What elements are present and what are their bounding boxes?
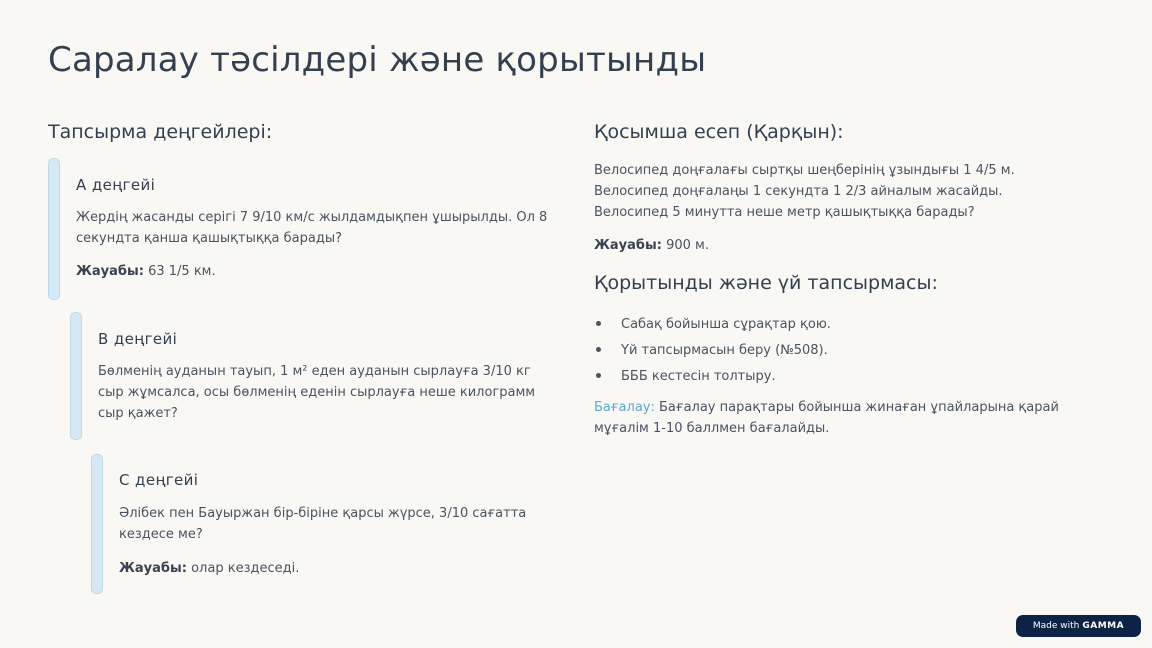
extra-task-heading: Қосымша есеп (Қарқын):	[594, 121, 844, 143]
extra-task-line: Велосипед 5 минутта неше метр қашықтыққа барады?	[594, 205, 975, 220]
level-c-accent-bar	[91, 454, 103, 594]
level-c-card	[91, 454, 566, 594]
level-a-title: А деңгейі	[76, 176, 156, 194]
level-c-answer-label: Жауабы:	[119, 561, 187, 576]
level-a-answer	[76, 261, 568, 282]
assessment-note	[594, 397, 1104, 439]
extra-task-body	[594, 160, 1114, 256]
level-a-answer-label: Жауабы:	[76, 264, 144, 279]
level-a-card	[48, 158, 568, 300]
level-a-accent-bar	[48, 158, 60, 300]
conclusion-heading: Қорытынды және үй тапсырмасы:	[594, 272, 938, 294]
list-item: БББ кестесін толтыру.	[594, 364, 1114, 390]
level-b-text: Бөлменің ауданын тауып, 1 м² еден ауданын сырлауға 3/10 кг сыр жұмсалса, осы бөлменің еденін сырлауға неше килограмм сыр қажет?	[98, 364, 536, 421]
level-c-answer-value: олар кездеседі.	[186, 561, 300, 576]
page-title: Саралау тәсілдері және қорытынды	[48, 40, 707, 80]
level-a-text: Жердің жасанды серігі 7 9/10 км/с жылдамдықпен ұшырылды. Ол 8 секундта қанша қашықтыққа барады?	[76, 210, 548, 246]
assessment-text: Бағалау парақтары бойынша жинаған ұпайларына қарай мұғалім 1-10 баллмен бағалайды.	[594, 400, 1059, 436]
level-a-answer-value: 63 1/5 км.	[143, 264, 216, 279]
level-b-card	[70, 312, 560, 440]
gamma-logo: GAMMA	[1082, 621, 1125, 631]
extra-task-line: Велосипед доңғалаңы 1 секундта 1 2/3 айналым жасайды.	[594, 184, 1003, 199]
levels-heading: Тапсырма деңгейлері:	[48, 121, 273, 143]
assessment-label: Бағалау:	[594, 400, 655, 415]
list-item: Үй тапсырмасын беру (№508).	[594, 338, 1114, 364]
level-b-title: В деңгейі	[98, 330, 178, 348]
list-item: Сабақ бойынша сұрақтар қою.	[594, 312, 1114, 338]
made-with-gamma-badge[interactable]	[1016, 615, 1141, 637]
level-c-answer	[119, 558, 566, 579]
level-c-text: Әлібек пен Бауыржан бір-біріне қарсы жүрсе, 3/10 сағатта кездесе ме?	[119, 506, 527, 542]
extra-answer-label: Жауабы:	[594, 238, 662, 253]
extra-task-answer	[594, 235, 1114, 256]
conclusion-list	[594, 312, 1114, 390]
level-b-accent-bar	[70, 312, 82, 440]
extra-task-line: Велосипед доңғалағы сыртқы шеңберінің ұзындығы 1 4/5 м.	[594, 163, 1015, 178]
level-c-title: С деңгейі	[119, 471, 199, 489]
extra-answer-value: 900 м.	[661, 238, 709, 253]
badge-prefix: Made with	[1032, 621, 1080, 631]
